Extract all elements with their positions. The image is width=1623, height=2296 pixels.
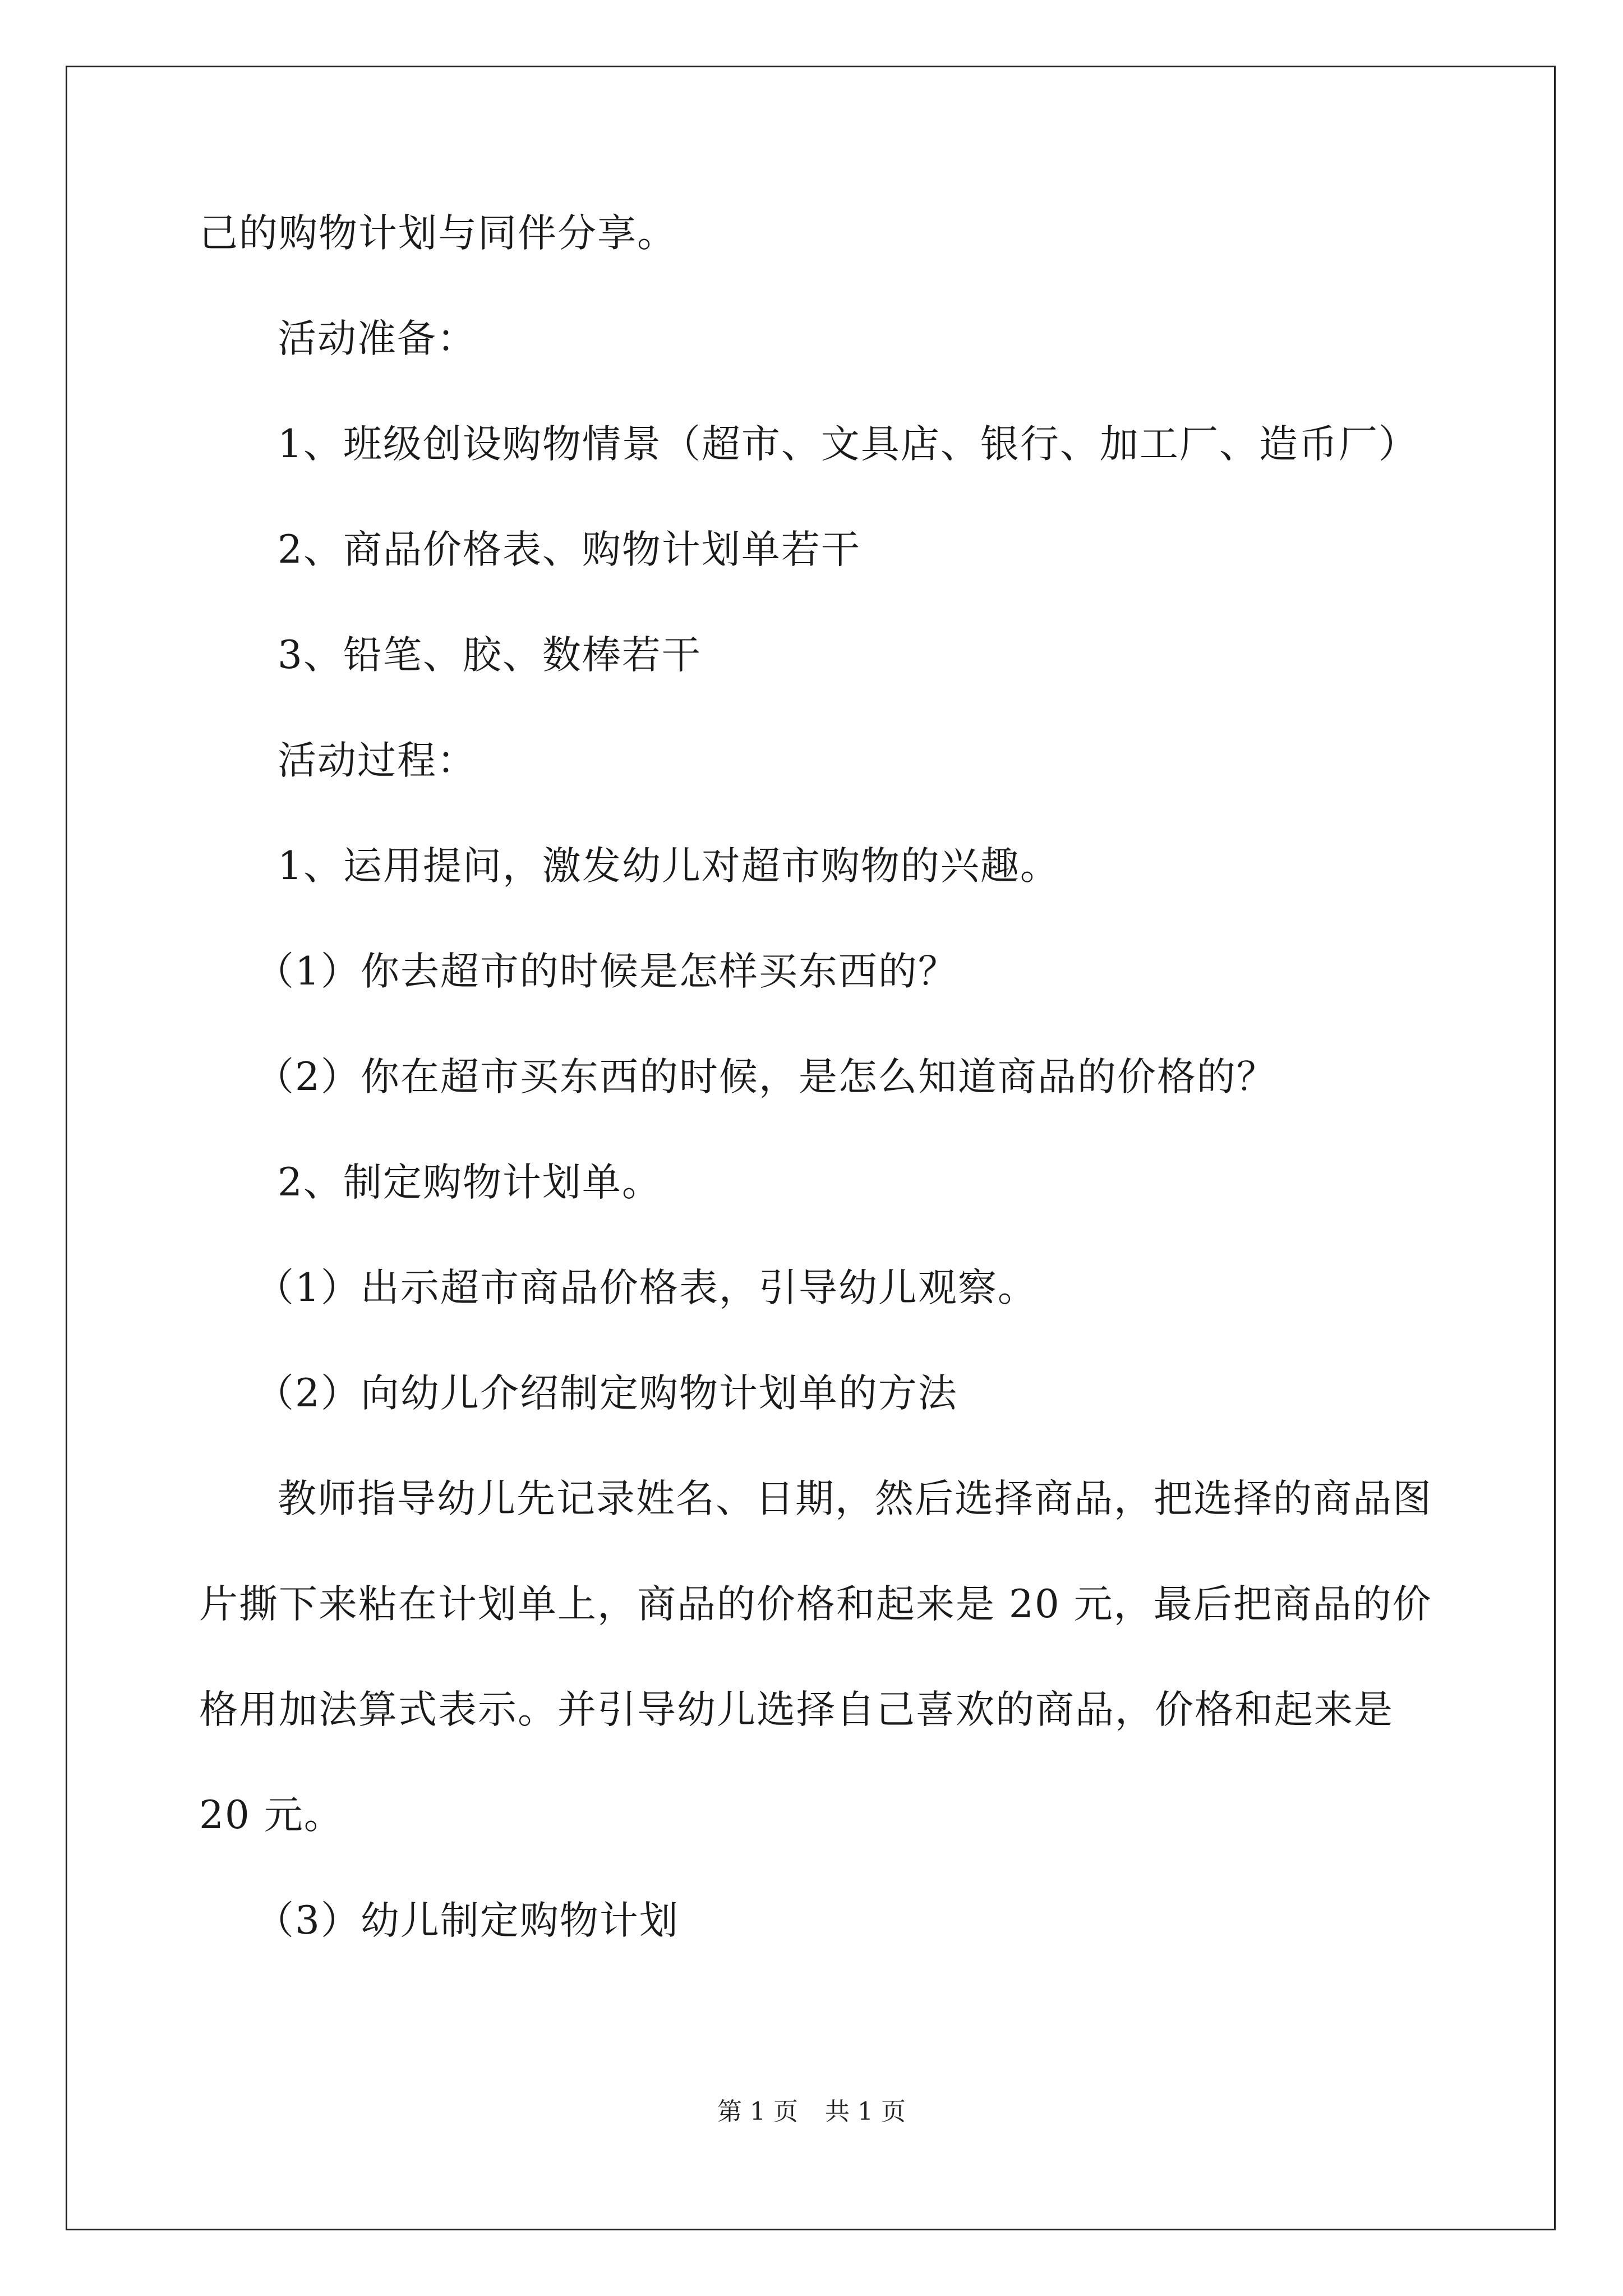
body-paragraph: 教师指导幼儿先记录姓名、日期，然后选择商品，把选择的商品图片撕下来粘在计划单上，商品的价格和起来是 20 元，最后把商品的价格用加法算式表示。并引导幼儿选择自己喜欢的商品，价格和起来是 20 元。 <box>199 1476 1432 1838</box>
list-item: 3、铅笔、胶、数棒若干 <box>278 633 702 678</box>
sub-item: （2）你在超市买东西的时候，是怎么知道商品的价格的？ <box>255 1055 1276 1099</box>
sub-item: （3）幼儿制定购物计划 <box>255 1898 679 1943</box>
page-number: 第 1 页 <box>717 2097 798 2126</box>
sub-item: （1）出示超市商品价格表，引导幼儿观察。 <box>255 1266 1038 1310</box>
sub-item: （2）向幼儿介绍制定购物计划单的方法 <box>255 1371 958 1416</box>
page-footer <box>0 2091 1623 2127</box>
page-total: 共 1 页 <box>825 2097 906 2126</box>
list-item: 2、商品价格表、购物计划单若干 <box>278 527 861 572</box>
section-heading: 活动过程： <box>278 738 477 783</box>
text-line: 己的购物计划与同伴分享。 <box>199 211 677 256</box>
list-item: 1、班级创设购物情景（超市、文具店、银行、加工厂、造币厂） <box>278 422 1418 467</box>
list-item: 1、运用提问，激发幼儿对超市购物的兴趣。 <box>278 844 1060 889</box>
document-body <box>199 208 1433 2000</box>
section-heading: 活动准备： <box>278 316 477 361</box>
list-item: 2、制定购物计划单。 <box>278 1160 662 1205</box>
sub-item: （1）你去超市的时候是怎样买东西的？ <box>255 949 958 994</box>
